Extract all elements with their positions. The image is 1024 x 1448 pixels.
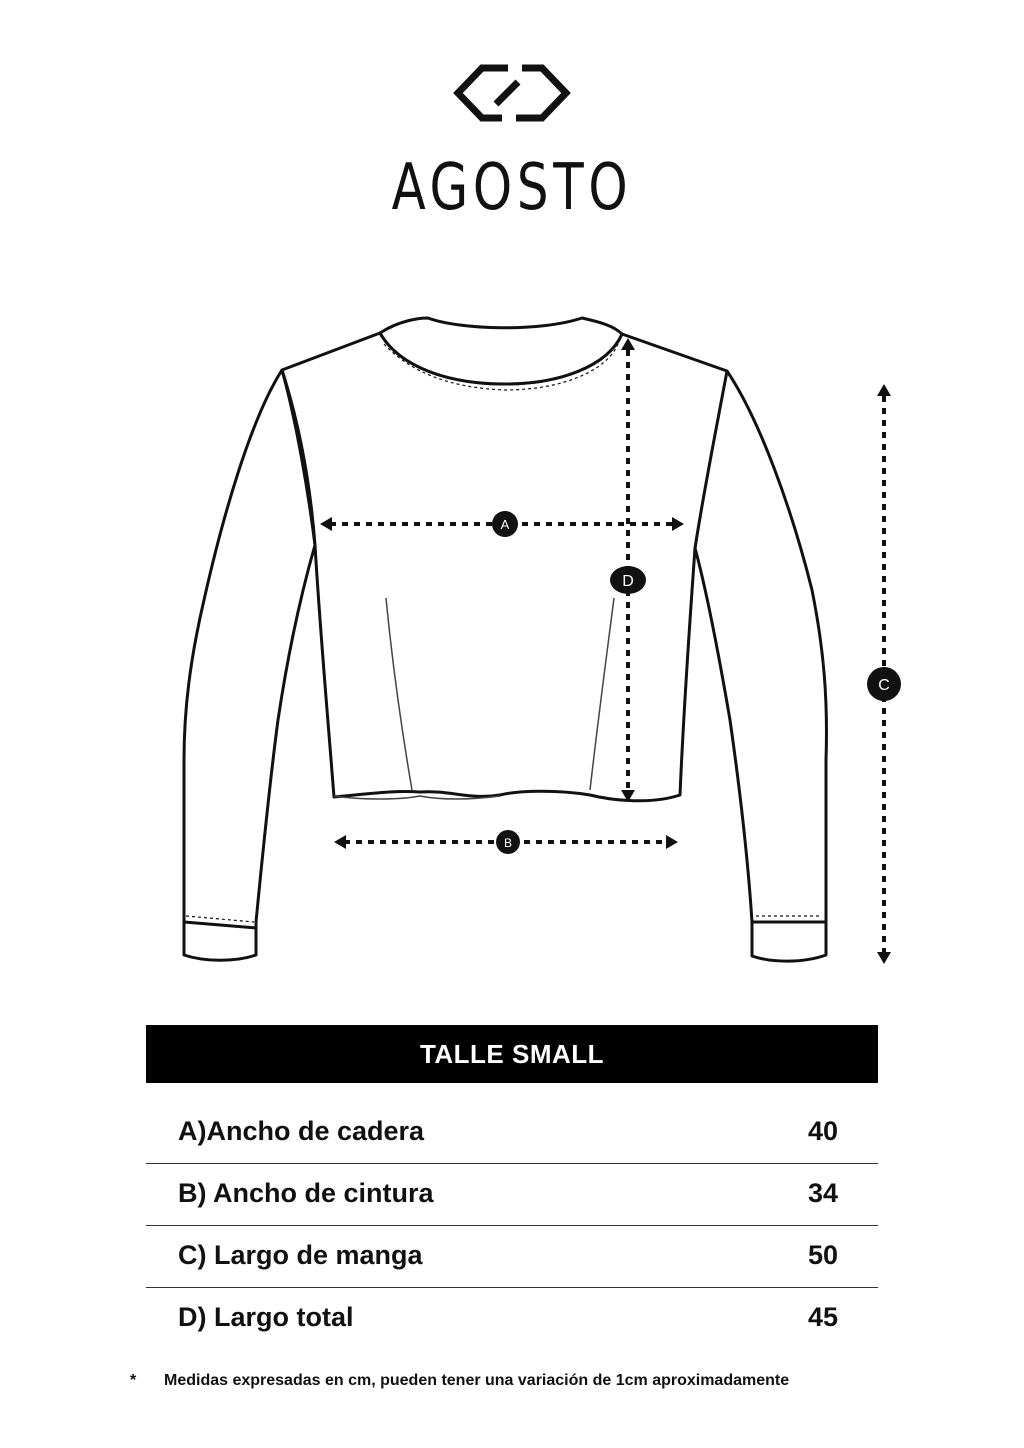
row-label: A)Ancho de cadera <box>178 1116 425 1146</box>
table-row <box>146 1226 878 1288</box>
garment-illustration <box>0 300 1024 980</box>
svg-text:D: D <box>622 573 634 590</box>
marker-b <box>496 830 520 854</box>
svg-text:A: A <box>500 517 510 532</box>
size-table <box>146 1025 878 1349</box>
footnote <box>130 1372 789 1390</box>
svg-text:C: C <box>878 677 890 694</box>
marker-c <box>867 667 901 701</box>
right-sleeve <box>695 371 826 961</box>
marker-d <box>610 566 646 594</box>
row-label: B) Ancho de cintura <box>178 1178 434 1208</box>
brand-name: AGOSTO <box>391 151 633 225</box>
body <box>282 333 727 801</box>
footnote-marker: * <box>130 1372 137 1389</box>
marker-a <box>492 511 518 537</box>
row-value: 34 <box>807 1178 838 1208</box>
row-value: 50 <box>807 1240 838 1270</box>
svg-text:B: B <box>503 836 513 850</box>
table-row <box>146 1102 878 1164</box>
table-row <box>146 1288 878 1349</box>
infinity-chain-logo-icon <box>452 60 572 126</box>
row-value: 45 <box>807 1302 838 1332</box>
row-value: 40 <box>807 1116 838 1146</box>
row-label: D) Largo total <box>178 1302 354 1332</box>
left-sleeve <box>184 370 315 960</box>
size-table-title: TALLE SMALL <box>146 1025 878 1083</box>
garment-diagram <box>0 300 1024 980</box>
footnote-text: Medidas expresadas en cm, pueden tener una variación de 1cm aproximadamente <box>164 1372 790 1389</box>
row-label: C) Largo de manga <box>178 1240 423 1270</box>
brand-logo <box>0 60 1024 126</box>
table-row <box>146 1164 878 1226</box>
